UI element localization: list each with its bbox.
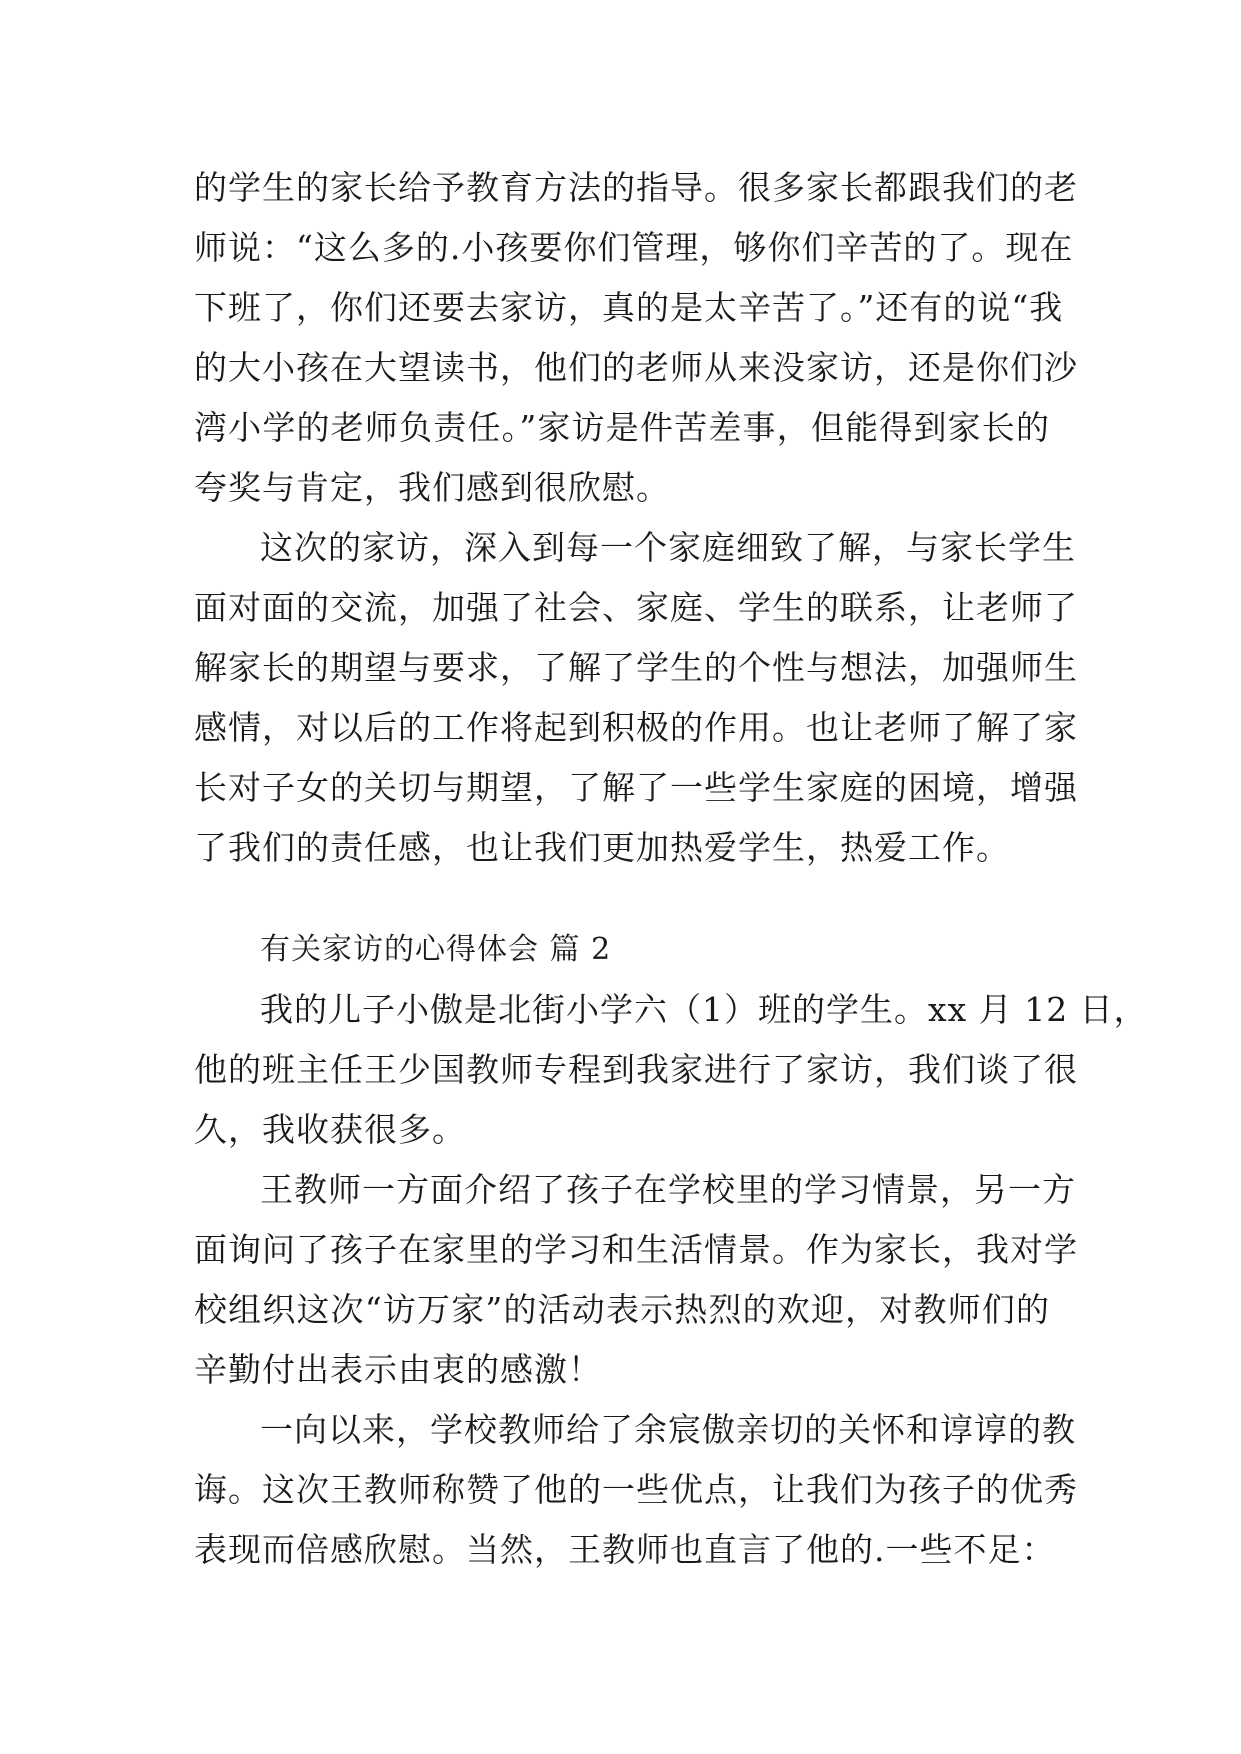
text-line: 的学生的家长给予教育方法的指导。很多家长都跟我们的老 xyxy=(194,168,1078,207)
text-line: 久，我收获很多。 xyxy=(194,1110,466,1149)
text-line: 面对面的交流，加强了社会、家庭、学生的联系，让老师了 xyxy=(194,588,1078,627)
text-line: 王教师一方面介绍了孩子在学校里的学习情景，另一方 xyxy=(260,1170,1076,1209)
text-line: 他的班主任王少国教师专程到我家进行了家访，我们谈了很 xyxy=(194,1050,1078,1089)
section-heading: 有关家访的心得体会 篇 2 xyxy=(260,932,612,967)
text-line: 了我们的责任感，也让我们更加热爱学生，热爱工作。 xyxy=(194,828,1010,867)
text-line: 解家长的期望与要求，了解了学生的个性与想法，加强师生 xyxy=(194,648,1078,687)
text-line: 一向以来，学校教师给了余宸傲亲切的关怀和谆谆的教 xyxy=(260,1410,1076,1449)
text-line: 长对子女的关切与期望，了解了一些学生家庭的困境，增强 xyxy=(194,768,1078,807)
text-line: 湾小学的老师负责任。”家访是件苦差事，但能得到家长的 xyxy=(194,408,1050,447)
text-line: 校组织这次“访万家”的活动表示热烈的欢迎，对教师们的 xyxy=(194,1290,1050,1329)
text-line: 我的儿子小傲是北街小学六（1）班的学生。xx 月 12 日， xyxy=(260,990,1148,1029)
text-line: 辛勤付出表示由衷的感激！ xyxy=(194,1350,602,1389)
text-line: 面询问了孩子在家里的学习和生活情景。作为家长，我对学 xyxy=(194,1230,1078,1269)
text-line: 的大小孩在大望读书，他们的老师从来没家访，还是你们沙 xyxy=(194,348,1078,387)
text-line: 下班了，你们还要去家访，真的是太辛苦了。”还有的说“我 xyxy=(194,288,1064,327)
text-line: 夸奖与肯定，我们感到很欣慰。 xyxy=(194,468,670,507)
text-line: 感情，对以后的工作将起到积极的作用。也让老师了解了家 xyxy=(194,708,1078,747)
text-line: 诲。这次王教师称赞了他的一些优点，让我们为孩子的优秀 xyxy=(194,1470,1078,1509)
text-line: 这次的家访，深入到每一个家庭细致了解，与家长学生 xyxy=(260,528,1076,567)
text-line: 师说：“这么多的.小孩要你们管理，够你们辛苦的了。现在 xyxy=(194,228,1074,267)
text-line: 表现而倍感欣慰。当然，王教师也直言了他的.一些不足： xyxy=(194,1530,1056,1569)
